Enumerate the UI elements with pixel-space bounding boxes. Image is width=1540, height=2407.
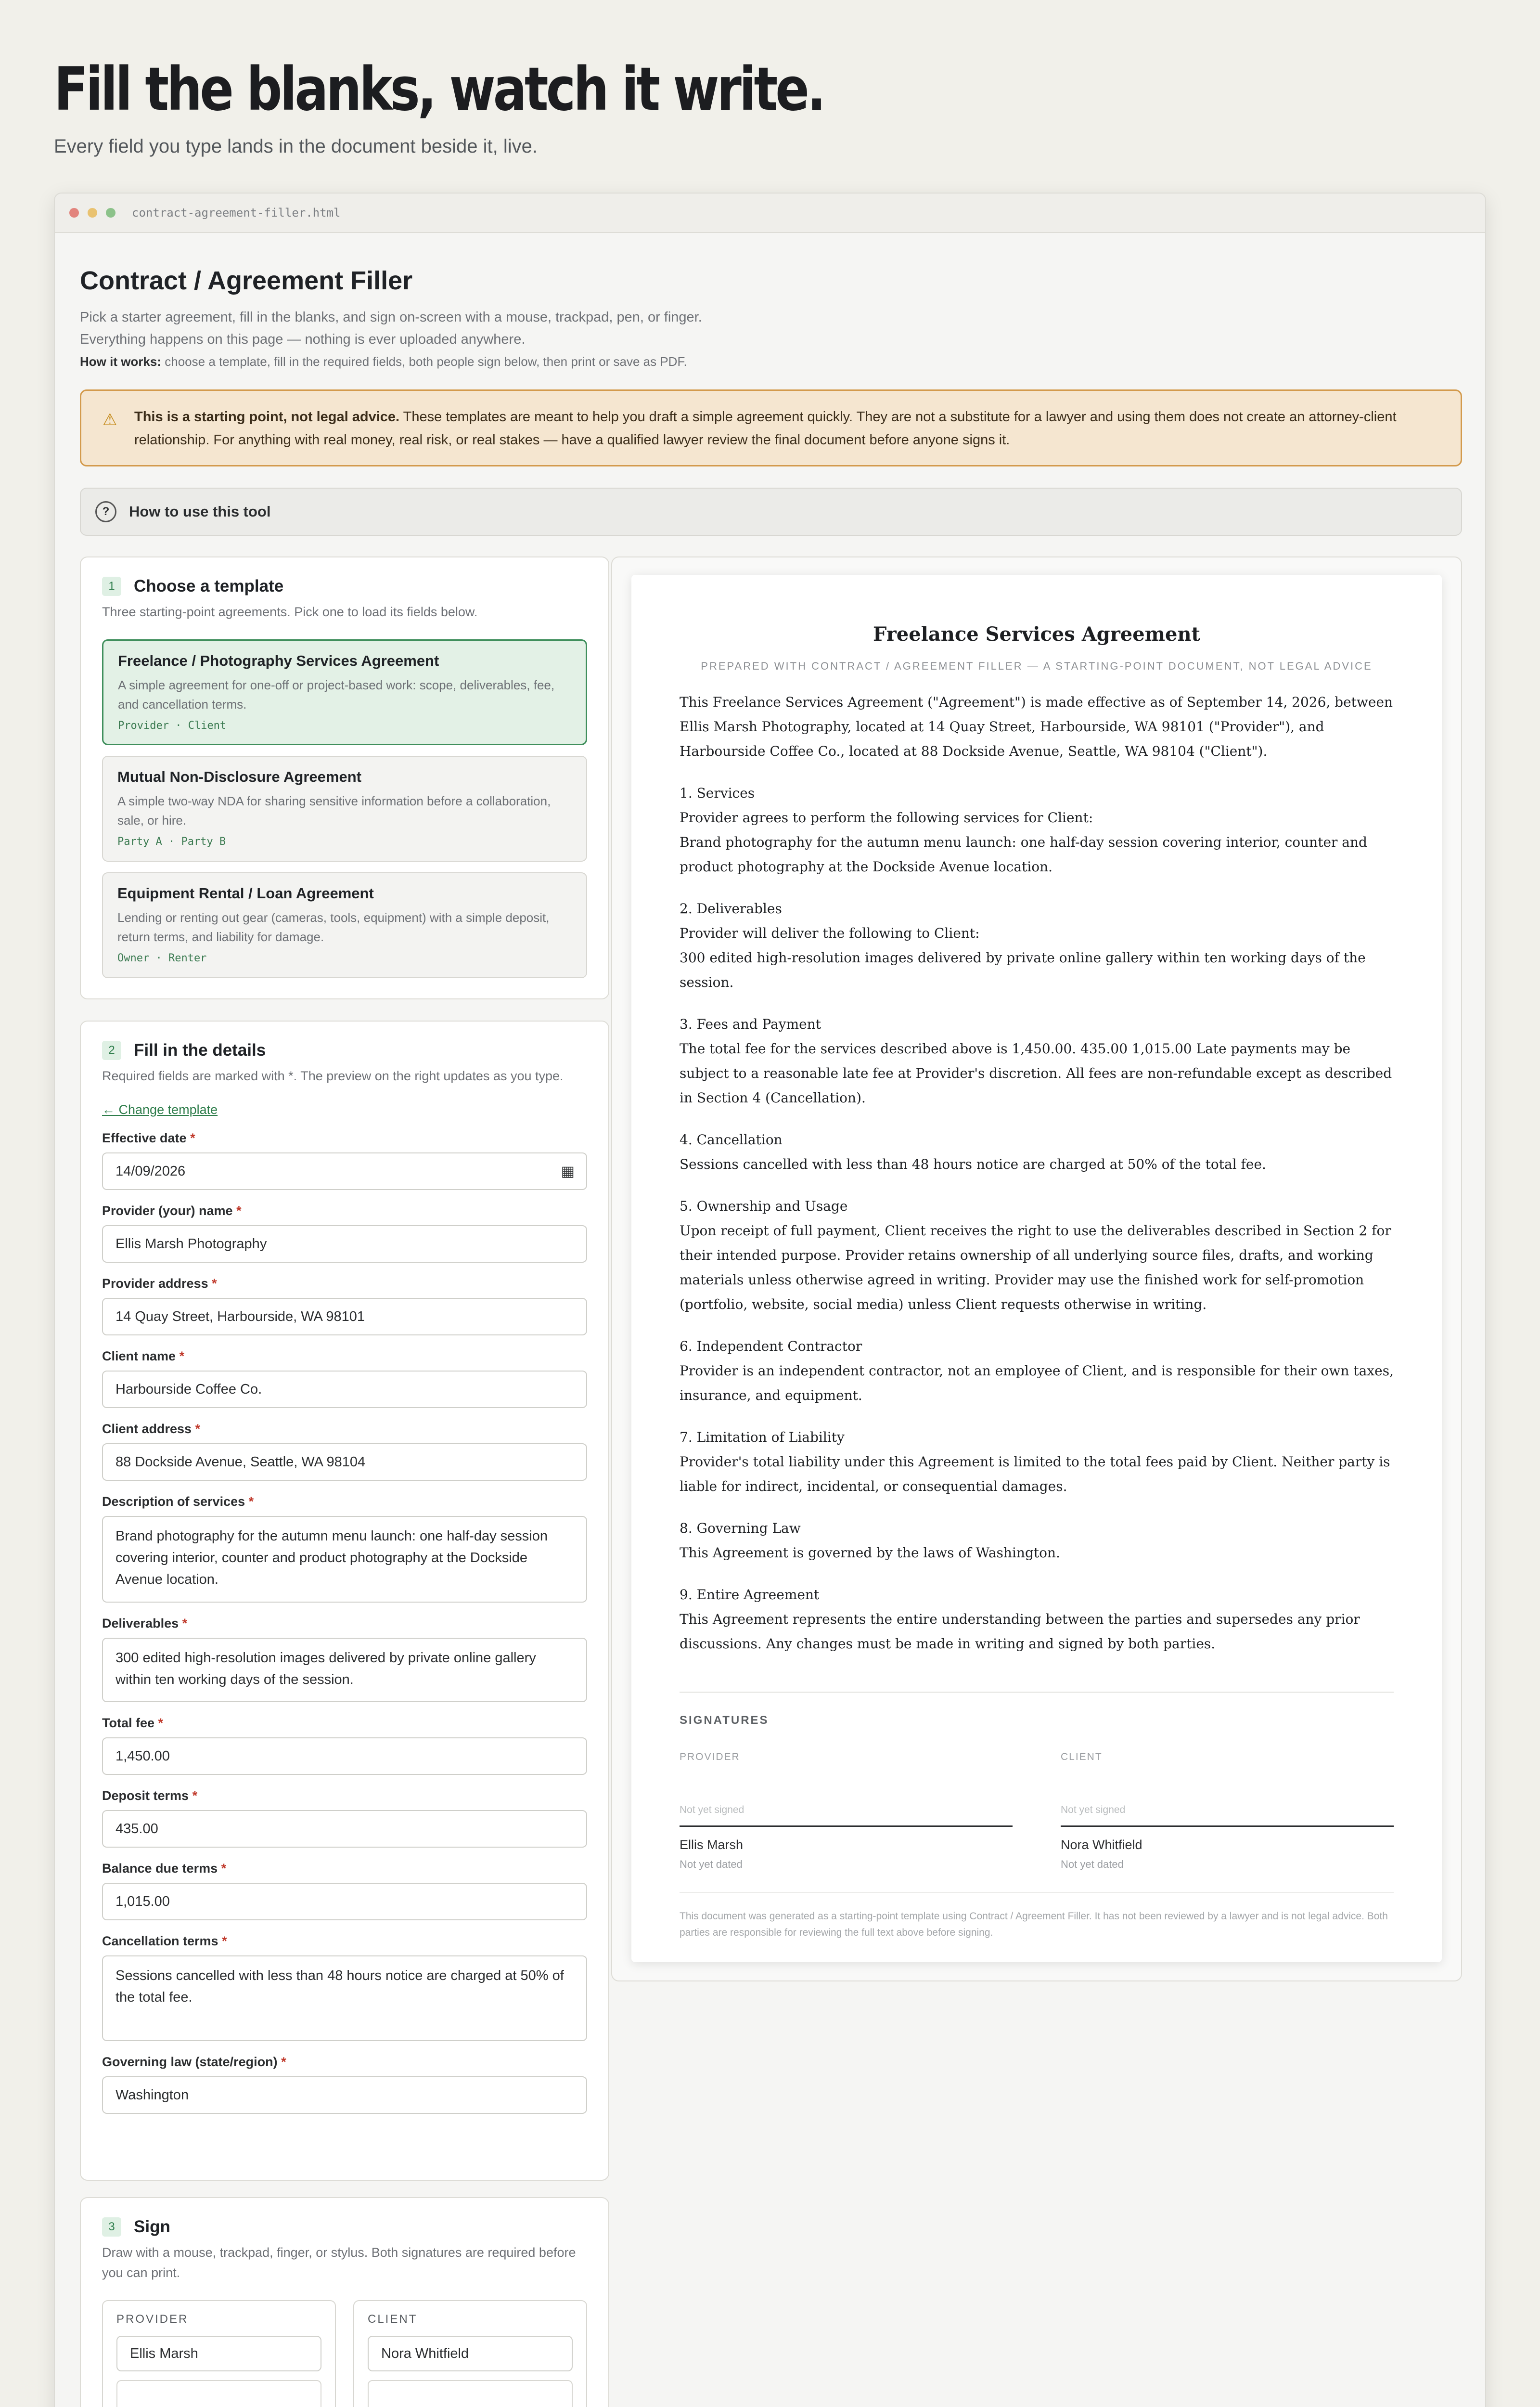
provider-signer-name-input[interactable]: Ellis Marsh: [116, 2336, 321, 2371]
field-label: Provider (your) name *: [102, 1204, 242, 1218]
doc-section: [680, 1425, 1394, 1499]
field-label: Client name *: [102, 1349, 185, 1363]
step3-desc: Draw with a mouse, trackpad, finger, or stylus. Both signatures are required before you can print.: [102, 2245, 576, 2280]
doc-section-heading: 8. Governing Law: [680, 1520, 801, 1536]
field-label: Provider address *: [102, 1276, 217, 1291]
step1-card: [80, 556, 609, 999]
doc-section-heading: 6. Independent Contractor: [680, 1338, 862, 1354]
help-icon: ?: [95, 501, 116, 522]
provider-sign-panel: [102, 2300, 336, 2407]
document-preview: [631, 575, 1442, 1962]
sig-date: Not yet dated: [1061, 1858, 1124, 1870]
sig-name: Nora Whitfield: [1061, 1838, 1142, 1852]
close-dot-icon[interactable]: [69, 208, 79, 218]
doc-section-body: Sessions cancelled with less than 48 hours notice are charged at 50% of the total fee.: [680, 1156, 1266, 1172]
doc-sections: [680, 781, 1394, 1656]
step2-card: [80, 1021, 609, 2181]
maximize-dot-icon[interactable]: [106, 208, 116, 218]
step2-number: 2: [102, 1041, 121, 1060]
field-label: Cancellation terms *: [102, 1934, 227, 1948]
provider-signature-pad[interactable]: [116, 2380, 321, 2407]
template-roles: Provider · Client: [118, 720, 227, 732]
how-text: choose a template, fill in the required fields, both people sign below, then print or save as PDF.: [165, 354, 687, 369]
how-it-works: [80, 354, 1462, 369]
step2-desc: Required fields are marked with *. The preview on the right updates as you type.: [102, 1069, 564, 1083]
doc-prepared: PREPARED WITH CONTRACT / AGREEMENT FILLER — A STARTING-POINT DOCUMENT, NOT LEGAL ADVICE: [701, 660, 1373, 672]
doc-section-heading: 4. Cancellation: [680, 1132, 783, 1148]
sig-line-status: Not yet signed: [680, 1804, 1013, 1827]
services-textarea[interactable]: Brand photography for the autumn menu launch: one half-day session covering interior, counter and product photography at the Dockside Avenue location.: [102, 1516, 587, 1603]
sig-title: SIGNATURES: [680, 1714, 769, 1727]
cancellation-textarea[interactable]: Sessions cancelled with less than 48 hours notice are charged at 50% of the total fee.: [102, 1955, 587, 2041]
window-titlebar: [55, 194, 1485, 233]
field-label: Deposit terms *: [102, 1788, 198, 1803]
template-nda[interactable]: [102, 756, 587, 862]
doc-section: [680, 1582, 1394, 1656]
doc-section-body: Upon receipt of full payment, Client receives the right to use the deliverables described in Section 2 for their intended purpose. Provider retains ownership of all underlying source files, drafts, and working materials unless otherwise agreed in writing. Provider may use the finished work for self-promotion (portfolio, website, social media) unless Client requests otherwise in writing.: [680, 1223, 1391, 1312]
template-title: Freelance / Photography Services Agreement: [118, 652, 439, 669]
doc-section-heading: 3. Fees and Payment: [680, 1016, 821, 1032]
how-to-use-label: How to use this tool: [129, 503, 271, 520]
doc-disclaimer: This document was generated as a starting-point template using Contract / Agreement Filler. It has not been reviewed by a lawyer and is not legal advice. Both parties are responsible for reviewing the full text above before signing.: [680, 1892, 1394, 1941]
doc-section-body: Provider's total liability under this Agreement is limited to the total fees paid by Client. Neither party is liable for indirect, incidental, or consequential damages.: [680, 1454, 1390, 1494]
sig-role: CLIENT: [1061, 1751, 1103, 1762]
doc-section-body: This Agreement represents the entire understanding between the parties and supersedes any prior discussions. Any changes must be made in writing and signed by both parties.: [680, 1611, 1360, 1652]
preview-panel: [611, 556, 1462, 1981]
change-template-link[interactable]: ← Change template: [102, 1102, 218, 1117]
step3-card: [80, 2197, 609, 2407]
doc-section-heading: 9. Entire Agreement: [680, 1587, 820, 1603]
total-fee-input[interactable]: 1,450.00: [102, 1737, 587, 1775]
doc-section-heading: 7. Limitation of Liability: [680, 1429, 845, 1445]
balance-input[interactable]: 1,015.00: [102, 1883, 587, 1920]
sig-name: Ellis Marsh: [680, 1838, 744, 1852]
sign-role: CLIENT: [368, 2313, 418, 2326]
doc-intro: This Freelance Services Agreement ("Agreement") is made effective as of September 14, 2026, between Ellis Marsh Photography, located at 14 Quay Street, Harbourside, WA 98101 ("Provider"), and Harbourside Coffee Co., located at 88 Dockside Avenue, Seattle, WA 98104 ("Client").: [680, 694, 1393, 759]
doc-section: [680, 781, 1394, 879]
step1-heading: [102, 577, 587, 596]
doc-section-heading: 1. Services: [680, 785, 755, 801]
step3-title: Sign: [134, 2217, 170, 2236]
template-title: Equipment Rental / Loan Agreement: [117, 885, 374, 902]
how-label: How it works:: [80, 354, 162, 369]
client-address-input[interactable]: 88 Dockside Avenue, Seattle, WA 98104: [102, 1443, 587, 1481]
step3-number: 3: [102, 2217, 121, 2237]
doc-section-body: Provider agrees to perform the following services for Client: Brand photography for the autumn menu launch: one half-day session covering interior, counter and product photography at the Dockside Avenue location.: [680, 810, 1367, 875]
doc-section-body: Provider will deliver the following to Client: 300 edited high-resolution images delivered by private online gallery within ten working days of the session.: [680, 925, 1366, 990]
window-filename: contract-agreement-filler.html: [132, 206, 341, 220]
doc-section-heading: 5. Ownership and Usage: [680, 1198, 848, 1214]
client-sign-panel: [353, 2300, 587, 2407]
template-title: Mutual Non-Disclosure Agreement: [117, 768, 361, 785]
doc-section: [680, 896, 1394, 995]
provider-address-input[interactable]: 14 Quay Street, Harbourside, WA 98101: [102, 1298, 587, 1335]
field-label: Governing law (state/region) *: [102, 2055, 286, 2069]
doc-section: [680, 1334, 1394, 1408]
provider-name-input[interactable]: Ellis Marsh Photography: [102, 1225, 587, 1263]
app-title: Contract / Agreement Filler: [80, 266, 413, 295]
how-to-use-toggle[interactable]: [80, 488, 1462, 536]
field-label: Client address *: [102, 1422, 201, 1436]
field-label: Balance due terms *: [102, 1861, 227, 1876]
field-label: Deliverables *: [102, 1616, 188, 1631]
doc-provider-sig: [680, 1751, 1013, 1871]
template-rental[interactable]: [102, 872, 587, 978]
template-roles: Party A · Party B: [117, 836, 226, 848]
sig-line-status: Not yet signed: [1061, 1804, 1394, 1827]
doc-section-body: Provider is an independent contractor, not an employee of Client, and is responsible for their own taxes, insurance, and equipment.: [680, 1363, 1394, 1403]
step1-title: Choose a template: [134, 577, 284, 595]
deposit-input[interactable]: 435.00: [102, 1810, 587, 1848]
doc-signatures: [680, 1692, 1394, 1941]
step1-desc: Three starting-point agreements. Pick one to load its fields below.: [102, 605, 478, 619]
client-name-input[interactable]: Harbourside Coffee Co.: [102, 1371, 587, 1408]
doc-section-heading: 2. Deliverables: [680, 901, 782, 917]
field-label: Effective date *: [102, 1131, 195, 1145]
doc-section: [680, 1012, 1394, 1110]
step2-heading: [102, 1041, 587, 1060]
hero: [54, 54, 1488, 157]
hero-title: Fill the blanks, watch it write.: [54, 55, 824, 124]
client-signer-name-input[interactable]: Nora Whitfield: [368, 2336, 573, 2371]
doc-section: [680, 1516, 1394, 1565]
doc-section: [680, 1194, 1394, 1317]
app-window: [54, 193, 1486, 2407]
step3-heading: [102, 2217, 587, 2237]
doc-client-sig: [1061, 1751, 1394, 1871]
doc-section-body: This Agreement is governed by the laws of Washington.: [680, 1545, 1060, 1561]
governing-law-input[interactable]: Washington: [102, 2076, 587, 2114]
legal-warning: [80, 389, 1462, 466]
sig-role: PROVIDER: [680, 1751, 740, 1762]
doc-section: [680, 1127, 1394, 1177]
step1-number: 1: [102, 577, 121, 596]
minimize-dot-icon[interactable]: [88, 208, 97, 218]
doc-title: Freelance Services Agreement: [873, 623, 1200, 646]
template-freelance[interactable]: [102, 639, 587, 745]
template-roles: Owner · Renter: [117, 952, 207, 964]
calendar-icon[interactable]: ▦: [561, 1163, 575, 1179]
sig-date: Not yet dated: [680, 1858, 743, 1870]
step2-title: Fill in the details: [134, 1041, 266, 1060]
sign-role: PROVIDER: [116, 2313, 189, 2326]
template-desc: A simple agreement for one-off or project-based work: scope, deliverables, fee, and cancellation terms.: [118, 678, 555, 712]
template-desc: Lending or renting out gear (cameras, tools, equipment) with a simple deposit, return terms, and liability for damage.: [117, 910, 550, 944]
field-label: Total fee *: [102, 1716, 164, 1730]
client-signature-pad[interactable]: [368, 2380, 573, 2407]
field-label: Description of services *: [102, 1494, 254, 1509]
app-description: Pick a starter agreement, fill in the blanks, and sign on-screen with a mouse, trackpad, pen, or finger. Everything happens on this page — nothing is ever uploaded anywhere.: [80, 310, 702, 347]
warning-icon: ⚠: [103, 411, 117, 429]
warning-bold: This is a starting point, not legal advice.: [134, 409, 400, 425]
doc-section-body: The total fee for the services described above is 1,450.00. 435.00 1,015.00 Late payments may be subject to a reasonable late fee at Provider's discretion. All fees are non-refundable except as described in Section 4 (Cancellation).: [680, 1041, 1392, 1106]
hero-subtitle: Every field you type lands in the document beside it, live.: [54, 136, 538, 157]
template-desc: A simple two-way NDA for sharing sensitive information before a collaboration, sale, or hire.: [117, 794, 551, 828]
effective-date-input[interactable]: 14/09/2026 ▦: [102, 1152, 587, 1190]
warning-text: These templates are meant to help you draft a simple agreement quickly. They are not a substitute for a lawyer and using them does not create an attorney-client relationship. For anything with real money, real risk, or real stakes — have a qualified lawyer review the final document before anyone signs it.: [134, 409, 1397, 448]
deliverables-textarea[interactable]: 300 edited high-resolution images delivered by private online gallery within ten working days of the session.: [102, 1638, 587, 1702]
